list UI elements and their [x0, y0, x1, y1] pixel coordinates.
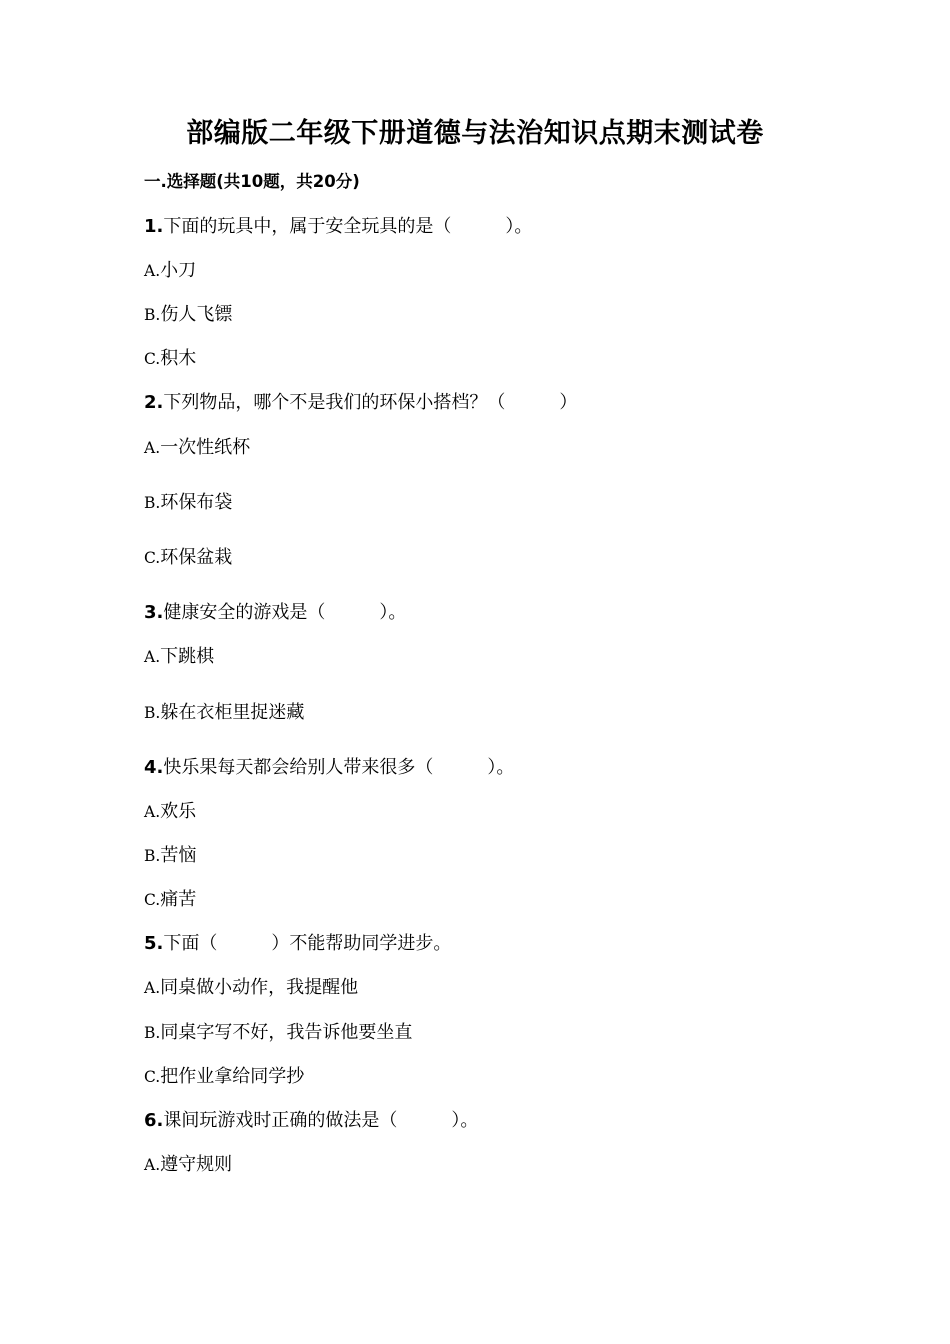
- option-letter: A.: [144, 262, 161, 280]
- question-text: 下面的玩具中，属于安全玩具的是（ ）。: [163, 216, 533, 237]
- option-letter: A.: [144, 979, 161, 997]
- option-text: 下跳棋: [160, 646, 215, 667]
- option-letter: C.: [144, 350, 161, 368]
- question-1: [144, 214, 532, 240]
- option-text: 苦恼: [160, 845, 197, 866]
- option-text: 环保布袋: [160, 492, 233, 513]
- option-letter: A.: [144, 648, 161, 666]
- question-number: 1.: [144, 216, 164, 237]
- option-text: 同桌字写不好，我告诉他要坐直: [160, 1022, 413, 1043]
- option-letter: B.: [144, 847, 161, 865]
- option-letter: C.: [144, 891, 161, 909]
- question-text: 课间玩游戏时正确的做法是（ ）。: [163, 1110, 479, 1131]
- option-1b: [144, 302, 232, 328]
- option-text: 把作业拿给同学抄: [160, 1066, 305, 1087]
- question-number: 4.: [144, 757, 164, 778]
- question-number: 2.: [144, 392, 164, 413]
- question-number: 6.: [144, 1110, 164, 1131]
- option-letter: A.: [144, 803, 161, 821]
- option-text: 积木: [160, 348, 197, 369]
- option-6a: [144, 1152, 232, 1178]
- question-text: 健康安全的游戏是（ ）。: [163, 602, 407, 623]
- question-2: [144, 390, 577, 416]
- option-2c: [144, 545, 232, 571]
- question-5: [144, 931, 451, 957]
- option-1a: [144, 258, 196, 284]
- option-letter: A.: [144, 1156, 161, 1174]
- option-letter: B.: [144, 704, 161, 722]
- option-text: 环保盆栽: [160, 547, 233, 568]
- option-letter: C.: [144, 549, 161, 567]
- option-letter: C.: [144, 1068, 161, 1086]
- option-text: 一次性纸杯: [160, 437, 251, 458]
- question-number: 3.: [144, 602, 164, 623]
- question-4: [144, 755, 514, 781]
- question-number: 5.: [144, 933, 164, 954]
- page-title: 部编版二年级下册道德与法治知识点期末测试卷: [186, 118, 764, 149]
- option-4c: [144, 887, 196, 913]
- option-letter: B.: [144, 306, 161, 324]
- question-text: 下面（ ）不能帮助同学进步。: [163, 933, 452, 954]
- option-4a: [144, 799, 196, 825]
- option-text: 伤人飞镖: [160, 304, 233, 325]
- option-text: 同桌做小动作，我提醒他: [160, 977, 359, 998]
- option-5c: [144, 1064, 304, 1090]
- option-text: 遵守规则: [160, 1154, 233, 1175]
- option-text: 躲在衣柜里捉迷藏: [160, 702, 305, 723]
- option-4b: [144, 843, 196, 869]
- option-letter: A.: [144, 439, 161, 457]
- option-1c: [144, 346, 196, 372]
- option-text: 痛苦: [160, 889, 197, 910]
- option-2a: [144, 435, 250, 461]
- section-heading: 一.选择题(共10题，共20分): [144, 172, 360, 191]
- question-text: 下列物品，哪个不是我们的环保小搭档？（ ）: [163, 392, 578, 413]
- option-text: 小刀: [160, 260, 197, 281]
- question-6: [144, 1108, 478, 1134]
- option-2b: [144, 490, 232, 516]
- option-letter: B.: [144, 1024, 161, 1042]
- option-5a: [144, 975, 358, 1001]
- option-5b: [144, 1020, 412, 1046]
- option-letter: B.: [144, 494, 161, 512]
- option-3a: [144, 644, 214, 670]
- option-3b: [144, 700, 304, 726]
- option-text: 欢乐: [160, 801, 197, 822]
- question-3: [144, 600, 406, 626]
- question-text: 快乐果每天都会给别人带来很多（ ）。: [163, 757, 515, 778]
